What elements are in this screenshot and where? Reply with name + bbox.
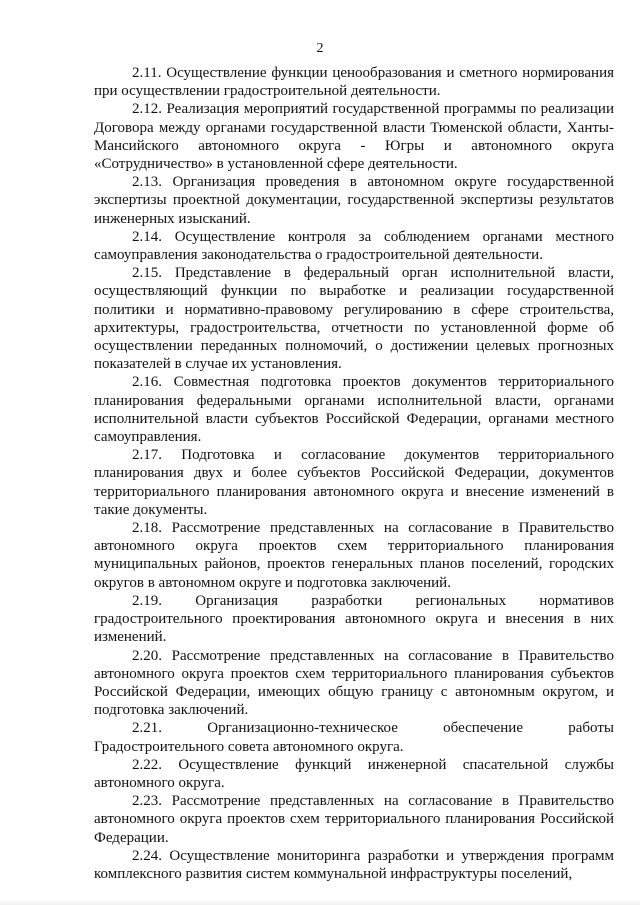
clause-2-22 xyxy=(94,756,614,792)
clause-number: 2.24. xyxy=(132,847,162,864)
clause-2-14 xyxy=(94,228,614,264)
clause-2-19 xyxy=(94,592,614,647)
clause-number: 2.11. xyxy=(132,65,162,81)
document-body xyxy=(94,64,614,883)
clause-text: Осуществление функций инженерной спасательной службы автономного округа. xyxy=(94,756,614,791)
clause-2-12 xyxy=(94,100,614,173)
clause-text: Совместная подготовка проектов документов территориального планирования федеральными органами исполнительной власти, органами исполнительной власти субъектов Российской Федерации, органами местного самоуправления. xyxy=(94,374,614,446)
clause-text: Представление в федеральный орган исполнительной власти, осуществляющий функции по выработке и реализации государственной политики и нормативно-правовому регулированию в сфере строительства, архитектуры, градостроительства, отчетности по установленной форме об осуществлении переданных полномочий, о достижении целевых прогнозных показателей в случае их установления. xyxy=(94,265,614,373)
scan-edge-shadow xyxy=(0,899,640,905)
clause-2-24 xyxy=(94,847,614,883)
clause-2-20 xyxy=(94,647,614,720)
clause-2-16 xyxy=(94,373,614,446)
clause-2-13 xyxy=(94,173,614,228)
clause-number: 2.21. xyxy=(132,720,162,737)
clause-number: 2.13. xyxy=(132,174,162,191)
clause-text: Организационно-техническое обеспечение работы Градостроительного совета автономного округа. xyxy=(94,720,614,755)
clause-number: 2.18. xyxy=(132,520,162,537)
clause-text: Подготовка и согласование документов территориального планирования двух и более субъектов Российской Федерации, документов территориального планирования автономного округа и внесение изменений в такие документы. xyxy=(94,447,615,518)
clause-2-15 xyxy=(94,264,614,373)
clause-2-17 xyxy=(94,446,614,519)
clause-text: Реализация мероприятий государственной программы по реализации Договора между органами государственной власти Тюменской области, Ханты-Мансийского автономного округа - Югры и автономного округа «Сотрудничество» в установленной сфере деятельности. xyxy=(94,101,614,173)
clause-text: Организация проведения в автономном округе государственной экспертизы проектной документации, государственной экспертизы результатов инженерных изысканий. xyxy=(94,174,615,227)
clause-text: Осуществление функции ценообразования и сметного нормирования при осуществлении градостроительной деятельности. xyxy=(94,65,615,100)
clause-number: 2.12. xyxy=(132,101,162,118)
clause-2-11 xyxy=(94,64,614,100)
clause-number: 2.22. xyxy=(132,756,162,773)
clause-number: 2.16. xyxy=(132,374,162,391)
clause-text: Осуществление мониторинга разработки и утверждения программ комплексного развития систем коммунальной инфраструктуры поселений, xyxy=(94,847,615,882)
clause-2-23 xyxy=(94,792,614,847)
clause-text: Осуществление контроля за соблюдением органами местного самоуправления законодательства о градостроительной деятельности. xyxy=(94,228,615,264)
clause-number: 2.17. xyxy=(132,447,162,464)
clause-text: Рассмотрение представленных на согласование в Правительство автономного округа проектов схем территориального планирования субъектов Российской Федерации, имеющих общую границу с автономным округом, и подготовка заключений. xyxy=(94,647,614,719)
clause-number: 2.14. xyxy=(132,228,162,245)
clause-number: 2.19. xyxy=(132,592,162,609)
clause-2-21 xyxy=(94,719,614,755)
clause-number: 2.20. xyxy=(132,647,162,664)
clause-number: 2.15. xyxy=(132,265,162,282)
clause-text: Организация разработки региональных нормативов градостроительного проектирования автономного округа и внесения в них изменений. xyxy=(94,592,614,646)
page-number: 2 xyxy=(316,41,324,56)
clause-2-18 xyxy=(94,519,614,592)
clause-text: Рассмотрение представленных на согласование в Правительство автономного округа проектов схем территориального планирования муниципальных районов, проектов генеральных планов поселений, городских округов в автономном округе и подготовка заключений. xyxy=(94,520,614,591)
clause-number: 2.23. xyxy=(132,793,162,810)
clause-text: Рассмотрение представленных на согласование в Правительство автономного округа проектов схем территориального планирования Российской Федерации. xyxy=(94,793,614,846)
